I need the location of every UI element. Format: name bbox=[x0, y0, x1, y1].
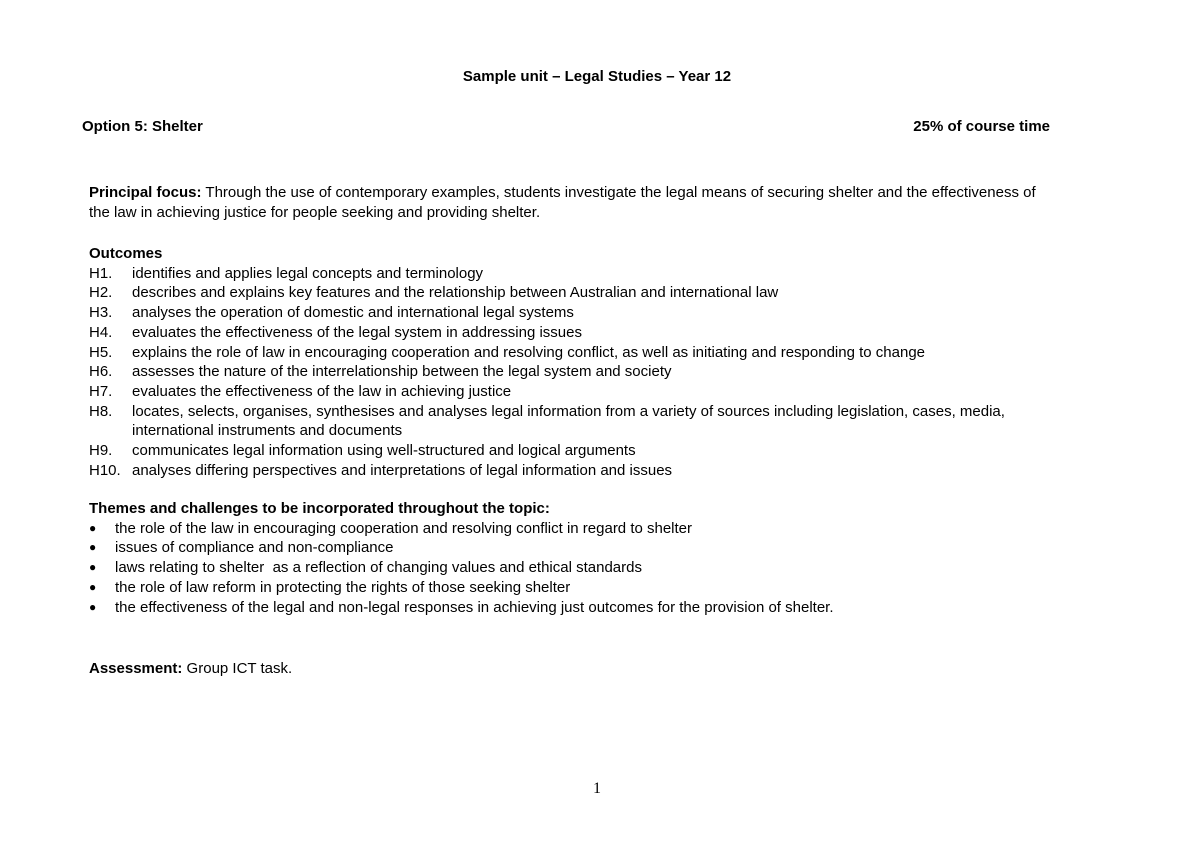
principal-focus-text: Through the use of contemporary examples, students investigate the legal means of securing shelter and the effectiveness of the law in achieving justice for people seeking and providing shelter. bbox=[89, 184, 1036, 221]
assessment-text: Group ICT task. bbox=[182, 660, 293, 677]
outcome-item bbox=[89, 264, 1049, 284]
outcome-item bbox=[89, 441, 1049, 461]
outcome-item bbox=[89, 382, 1049, 402]
outcome-code: H10. bbox=[89, 461, 121, 479]
outcome-code: H2. bbox=[89, 284, 113, 302]
outcome-item bbox=[89, 323, 1049, 343]
outcome-code: H9. bbox=[89, 442, 113, 460]
outcome-code: H3. bbox=[89, 304, 113, 322]
theme-text: the effectiveness of the legal and non-legal responses in achieving just outcomes for the provision of shelter. bbox=[115, 598, 834, 616]
outcome-item bbox=[89, 303, 1049, 323]
bullet-icon: ● bbox=[89, 579, 97, 594]
theme-text: laws relating to shelter as a reflection of changing values and ethical standards bbox=[115, 559, 642, 577]
theme-text: issues of compliance and non-compliance bbox=[115, 539, 394, 557]
theme-text: the role of the law in encouraging cooperation and resolving conflict in regard to shelter bbox=[115, 519, 693, 537]
principal-focus-heading: Principal focus: bbox=[89, 184, 202, 201]
outcome-code: H4. bbox=[89, 323, 113, 341]
principal-focus bbox=[89, 183, 1049, 222]
outcome-item bbox=[89, 402, 1049, 441]
option-header bbox=[82, 118, 1050, 136]
outcome-code: H1. bbox=[89, 264, 113, 282]
bullet-icon: ● bbox=[89, 560, 97, 575]
outcome-code: H6. bbox=[89, 363, 113, 381]
outcome-item bbox=[89, 461, 1049, 481]
outcome-text: locates, selects, organises, synthesises and analyses legal information from a variety of sources including legislation, cases, media, international instruments and documents bbox=[132, 402, 1005, 440]
list-item bbox=[89, 578, 1049, 598]
outcome-code: H8. bbox=[89, 402, 113, 420]
list-item bbox=[89, 538, 1049, 558]
themes-heading: Themes and challenges to be incorporated throughout the topic: bbox=[89, 500, 550, 517]
outcome-code: H5. bbox=[89, 343, 113, 361]
bullet-icon: ● bbox=[89, 540, 97, 555]
outcome-text: explains the role of law in encouraging cooperation and resolving conflict, as well as initiating and responding to change bbox=[132, 343, 926, 361]
outcome-text: describes and explains key features and the relationship between Australian and international law bbox=[132, 284, 779, 302]
themes-section bbox=[89, 499, 1049, 617]
outcome-code: H7. bbox=[89, 382, 113, 400]
assessment bbox=[89, 659, 1049, 679]
outcomes-section bbox=[89, 244, 1049, 480]
theme-text: the role of law reform in protecting the rights of those seeking shelter bbox=[115, 578, 571, 596]
outcome-text: analyses the operation of domestic and international legal systems bbox=[132, 304, 574, 322]
outcome-item bbox=[89, 343, 1049, 363]
outcome-item bbox=[89, 362, 1049, 382]
outcome-item bbox=[89, 283, 1049, 303]
outcome-text: identifies and applies legal concepts and terminology bbox=[132, 264, 484, 282]
course-time: 25% of course time bbox=[913, 118, 1050, 135]
list-item bbox=[89, 558, 1049, 578]
outcome-text: analyses differing perspectives and interpretations of legal information and issues bbox=[132, 461, 673, 479]
page-title: Sample unit – Legal Studies – Year 12 bbox=[462, 68, 732, 85]
bullet-icon: ● bbox=[89, 599, 97, 614]
outcome-text: evaluates the effectiveness of the law in achieving justice bbox=[132, 382, 512, 400]
list-item bbox=[89, 598, 1049, 618]
assessment-heading: Assessment: bbox=[89, 660, 183, 677]
outcome-text: evaluates the effectiveness of the legal system in addressing issues bbox=[132, 323, 582, 341]
bullet-icon: ● bbox=[89, 520, 97, 535]
outcome-text: assesses the nature of the interrelationship between the legal system and society bbox=[132, 363, 672, 381]
outcomes-heading: Outcomes bbox=[89, 245, 163, 262]
outcome-text: communicates legal information using well-structured and logical arguments bbox=[132, 442, 636, 460]
page-number: 1 bbox=[593, 780, 601, 797]
option-label: Option 5: Shelter bbox=[82, 118, 203, 135]
list-item bbox=[89, 519, 1049, 539]
